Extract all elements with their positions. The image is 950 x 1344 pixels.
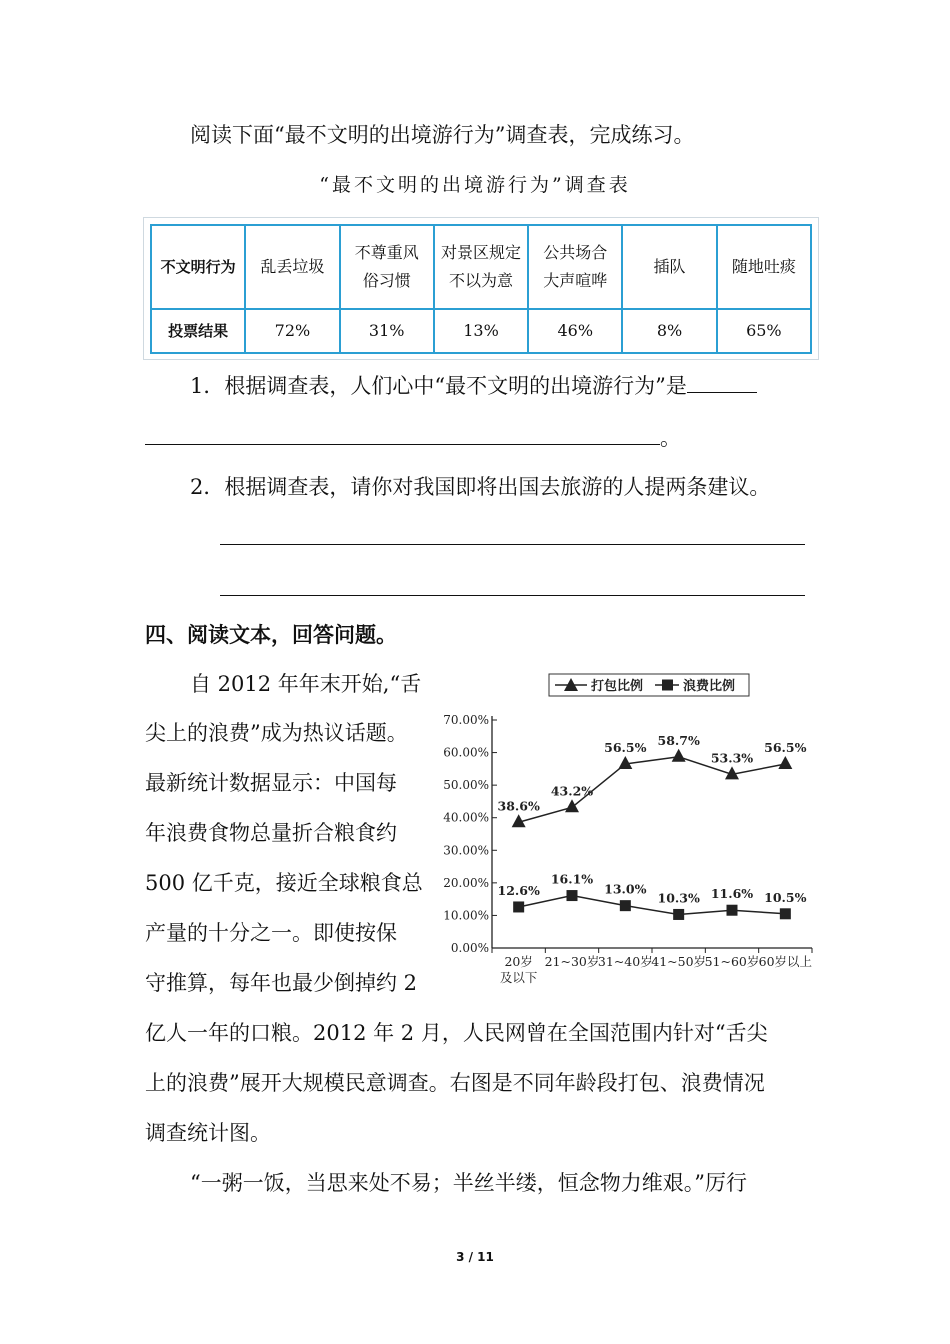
section-heading: 四、阅读文本，回答问题。 [145,623,397,647]
data-label: 58.7% [657,732,700,748]
data-label: 16.1% [550,871,594,887]
row-header-votes: 投票结果 [151,309,245,353]
category-cell: 随地吐痰 [717,225,811,309]
passage-line: 500 亿千克，接近全球粮食总 [145,871,423,895]
category-cell: 不尊重风 俗习惯 [340,225,434,309]
legend-label: 浪费比例 [683,679,736,694]
question-1-text: 1．根据调查表，人们心中“最不文明的出境游行为”是 [190,374,687,398]
passage-line: 尖上的浪费”成为热议话题。 [145,721,408,745]
question-2: 2．根据调查表，请你对我国即将出国去旅游的人提两条建议。 [190,475,771,499]
data-label: 13.0% [604,881,647,897]
age-group-line-chart [432,660,830,1000]
y-tick-label: 20.00% [443,875,489,890]
y-tick-label: 0.00% [450,941,489,955]
y-tick-label: 30.00% [443,843,489,858]
x-tick-label: 51~60岁 [704,954,760,969]
data-point-triangle [618,756,632,769]
legend-square-marker [662,680,673,691]
passage-line: “一粥一饭，当思来处不易；半丝半缕，恒念物力维艰。”厉行 [190,1171,747,1195]
passage-line: 调查统计图。 [145,1121,271,1145]
data-label: 11.6% [710,886,754,902]
data-label: 53.3% [710,750,754,766]
vote-cell: 8% [622,309,716,353]
data-point-square [727,905,738,916]
data-point-triangle [672,749,686,762]
row-header-behavior: 不文明行为 [151,225,245,309]
vote-cell: 65% [717,309,811,353]
x-tick-label: 21~30岁 [544,954,600,969]
x-tick-label: 20岁 [504,954,533,969]
data-label: 56.5% [764,739,807,755]
table-title: “最不文明的出境游行为”调查表 [319,174,631,196]
data-label: 10.3% [657,890,700,906]
data-label: 43.2% [550,783,594,799]
x-tick-label: 31~40岁 [597,954,653,969]
vote-cell: 46% [528,309,622,353]
y-tick-label: 10.00% [443,908,489,923]
x-tick-label: 41~50岁 [651,954,707,969]
passage-line: 最新统计数据显示：中国每 [145,771,397,795]
y-tick-label: 70.00% [443,713,489,727]
data-point-square [513,901,524,912]
y-tick-label: 40.00% [443,810,489,825]
category-cell: 对景区规定 不以为意 [434,225,528,309]
category-cell: 乱丢垃圾 [245,225,339,309]
question-1-continued [145,422,681,453]
table-row [151,309,811,353]
x-tick-label: 60岁以上 [758,954,813,969]
data-point-triangle [565,799,579,812]
data-label: 38.6% [497,798,540,814]
passage-line: 年浪费食物总量折合粮食约 [145,821,397,845]
answer-blank[interactable] [687,370,757,393]
vote-cell: 31% [340,309,434,353]
data-label: 12.6% [497,882,540,898]
passage-line: 产量的十分之一。即使按保 [145,921,397,945]
vote-cell: 72% [245,309,339,353]
category-cell: 公共场合 大声喧哗 [528,225,622,309]
x-tick-label: 及以下 [499,970,538,985]
passage-line: 亿人一年的口粮。2012 年 2 月，人民网曾在全国范围内针对“舌尖 [145,1021,768,1045]
y-tick-label: 60.00% [443,745,489,760]
intro-instruction: 阅读下面“最不文明的出境游行为”调查表，完成练习。 [190,123,695,147]
question-1-end: 。 [660,426,681,450]
y-tick-label: 50.00% [443,778,489,793]
data-point-triangle [778,756,792,769]
table-row [151,225,811,309]
answer-line[interactable] [220,595,805,596]
question-1 [190,370,757,401]
data-label: 56.5% [604,739,647,755]
passage-line: 自 2012 年年末开始,“舌 [190,672,422,696]
data-point-square [620,900,631,911]
answer-line[interactable] [220,544,805,545]
survey-table [150,224,812,354]
passage-line: 守推算，每年也最少倒掉约 2 [145,971,418,995]
data-point-square [780,908,791,919]
page-number: 3 / 11 [456,1250,494,1264]
passage-line: 上的浪费”展开大规模民意调查。右图是不同年龄段打包、浪费情况 [145,1071,765,1095]
data-label: 10.5% [764,889,807,905]
vote-cell: 13% [434,309,528,353]
legend-label: 打包比例 [591,679,644,694]
data-point-square [567,890,578,901]
data-point-square [673,909,684,920]
answer-blank[interactable] [145,422,660,445]
category-cell: 插队 [622,225,716,309]
